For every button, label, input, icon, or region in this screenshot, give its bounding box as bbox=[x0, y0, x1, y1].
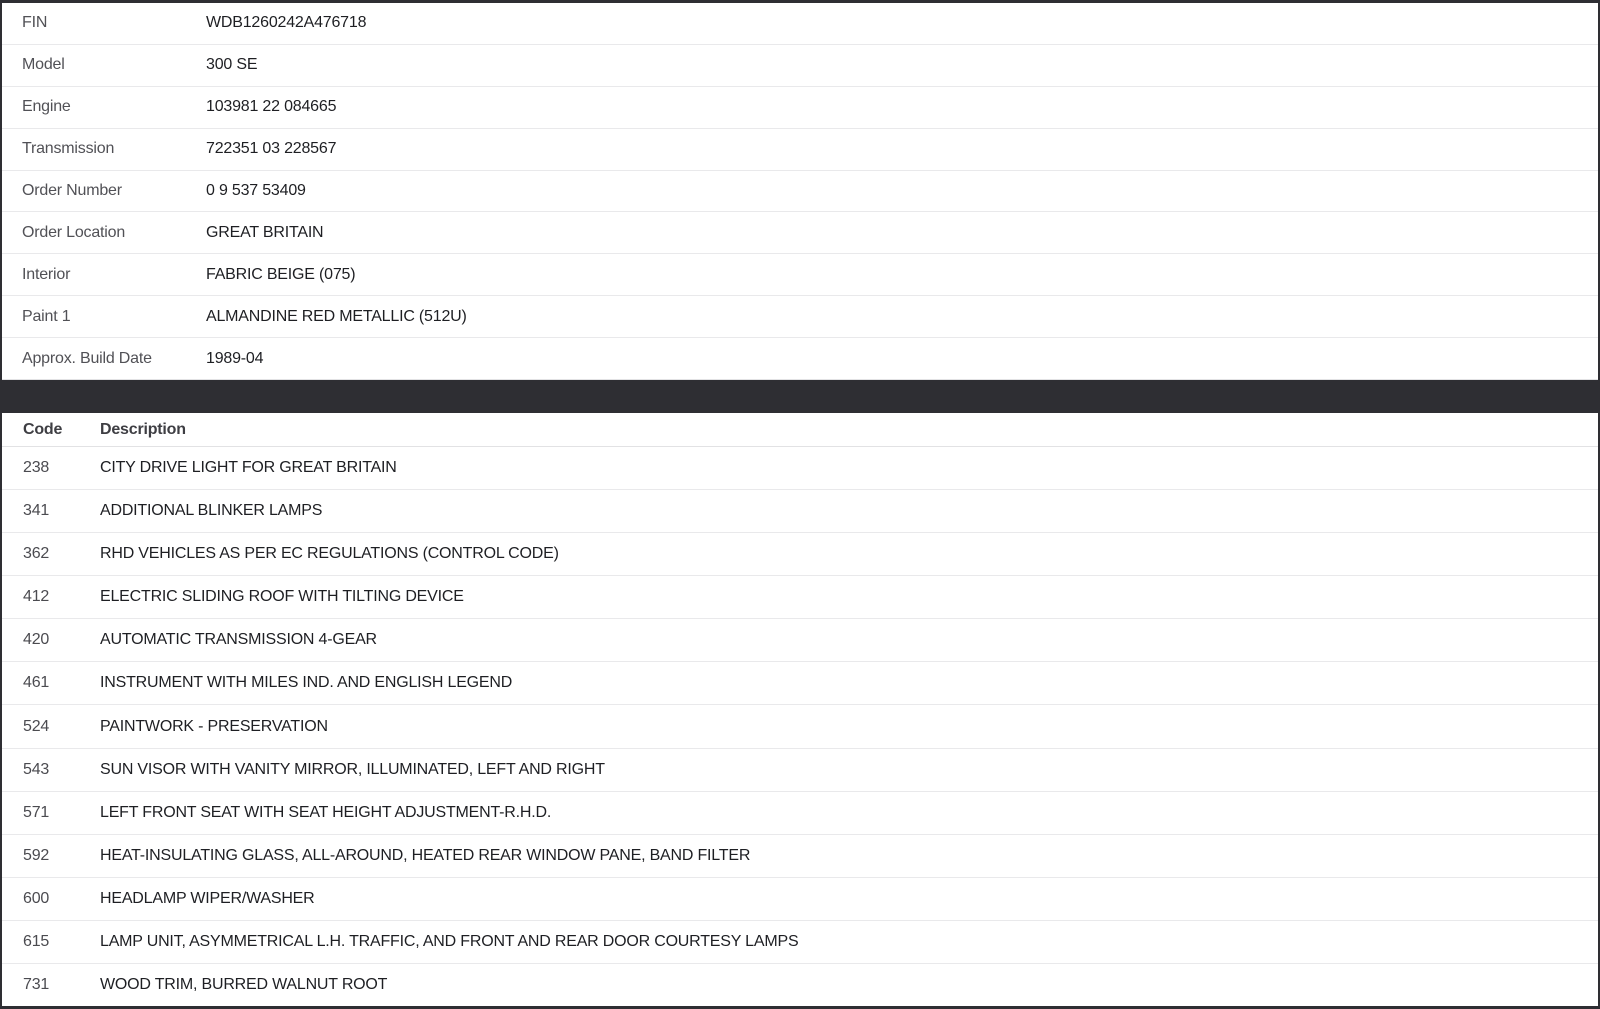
code-cell: 420 bbox=[23, 631, 50, 649]
table-row bbox=[2, 490, 1598, 533]
vehicle-info-table bbox=[2, 3, 1598, 380]
description-cell: INSTRUMENT WITH MILES IND. AND ENGLISH LEGEND bbox=[100, 674, 513, 692]
info-label: FIN bbox=[22, 14, 48, 32]
info-label: Paint 1 bbox=[22, 307, 71, 325]
info-label: Engine bbox=[22, 98, 71, 116]
info-value: 0 9 537 53409 bbox=[206, 182, 306, 199]
description-cell: SUN VISOR WITH VANITY MIRROR, ILLUMINATED, LEFT AND RIGHT bbox=[100, 760, 605, 778]
table-row bbox=[2, 878, 1598, 921]
code-cell: 362 bbox=[23, 545, 50, 563]
info-value: 103981 22 084665 bbox=[206, 98, 337, 116]
table-row bbox=[2, 792, 1598, 835]
table-row bbox=[2, 3, 1598, 45]
info-value: FABRIC BEIGE (075) bbox=[206, 265, 356, 283]
table-row bbox=[2, 921, 1598, 964]
code-cell: 615 bbox=[23, 932, 50, 950]
code-column-header: Code bbox=[23, 420, 63, 438]
info-value: 722351 03 228567 bbox=[206, 140, 337, 158]
code-cell: 524 bbox=[23, 717, 50, 735]
table-row bbox=[2, 129, 1598, 171]
table-row bbox=[2, 212, 1598, 254]
description-cell: AUTOMATIC TRANSMISSION 4-GEAR bbox=[100, 631, 377, 649]
info-value: 1989-04 bbox=[206, 349, 264, 367]
table-row bbox=[2, 45, 1598, 87]
code-cell: 592 bbox=[23, 846, 50, 864]
table-row bbox=[2, 662, 1598, 705]
code-cell: 571 bbox=[23, 803, 50, 821]
info-value: WDB1260242A476718 bbox=[206, 14, 367, 32]
table-row bbox=[2, 619, 1598, 662]
description-cell: LAMP UNIT, ASYMMETRICAL L.H. TRAFFIC, AND FRONT AND REAR DOOR COURTESY LAMPS bbox=[100, 932, 799, 950]
table-row bbox=[2, 576, 1598, 619]
option-codes-table bbox=[2, 413, 1598, 1006]
code-cell: 543 bbox=[23, 760, 50, 778]
table-separator bbox=[0, 380, 1600, 413]
info-label: Order Location bbox=[22, 223, 126, 241]
table-row bbox=[2, 87, 1598, 129]
description-cell: PAINTWORK - PRESERVATION bbox=[100, 717, 328, 735]
table-row bbox=[2, 749, 1598, 792]
table-row bbox=[2, 964, 1598, 1006]
code-cell: 731 bbox=[23, 975, 50, 993]
info-value: 300 SE bbox=[206, 56, 258, 74]
table-row bbox=[2, 338, 1598, 380]
description-cell: LEFT FRONT SEAT WITH SEAT HEIGHT ADJUSTMENT-R.H.D. bbox=[100, 803, 552, 821]
code-cell: 238 bbox=[23, 459, 50, 477]
description-cell: CITY DRIVE LIGHT FOR GREAT BRITAIN bbox=[100, 459, 397, 477]
code-cell: 600 bbox=[23, 889, 50, 907]
code-cell: 412 bbox=[23, 588, 50, 606]
info-value: GREAT BRITAIN bbox=[206, 223, 324, 241]
table-header-row bbox=[2, 413, 1598, 447]
info-label: Interior bbox=[22, 265, 71, 283]
table-row bbox=[2, 254, 1598, 296]
info-label: Model bbox=[22, 56, 65, 74]
description-cell: HEAT-INSULATING GLASS, ALL-AROUND, HEATED REAR WINDOW PANE, BAND FILTER bbox=[100, 846, 751, 864]
info-label: Approx. Build Date bbox=[22, 349, 152, 367]
table-row bbox=[2, 533, 1598, 576]
description-cell: ADDITIONAL BLINKER LAMPS bbox=[100, 502, 323, 520]
info-label: Order Number bbox=[22, 182, 122, 199]
table-row bbox=[2, 447, 1598, 490]
table-row bbox=[2, 171, 1598, 213]
table-row bbox=[2, 296, 1598, 338]
description-cell: RHD VEHICLES AS PER EC REGULATIONS (CONTROL CODE) bbox=[100, 545, 559, 563]
description-column-header: Description bbox=[100, 420, 186, 438]
table-row bbox=[2, 705, 1598, 748]
info-value: ALMANDINE RED METALLIC (512U) bbox=[206, 307, 467, 325]
description-cell: HEADLAMP WIPER/WASHER bbox=[100, 889, 315, 907]
code-cell: 341 bbox=[23, 502, 50, 520]
description-cell: ELECTRIC SLIDING ROOF WITH TILTING DEVICE bbox=[100, 588, 464, 606]
description-cell: WOOD TRIM, BURRED WALNUT ROOT bbox=[100, 975, 388, 993]
table-row bbox=[2, 835, 1598, 878]
info-label: Transmission bbox=[22, 140, 115, 158]
code-cell: 461 bbox=[23, 674, 50, 692]
